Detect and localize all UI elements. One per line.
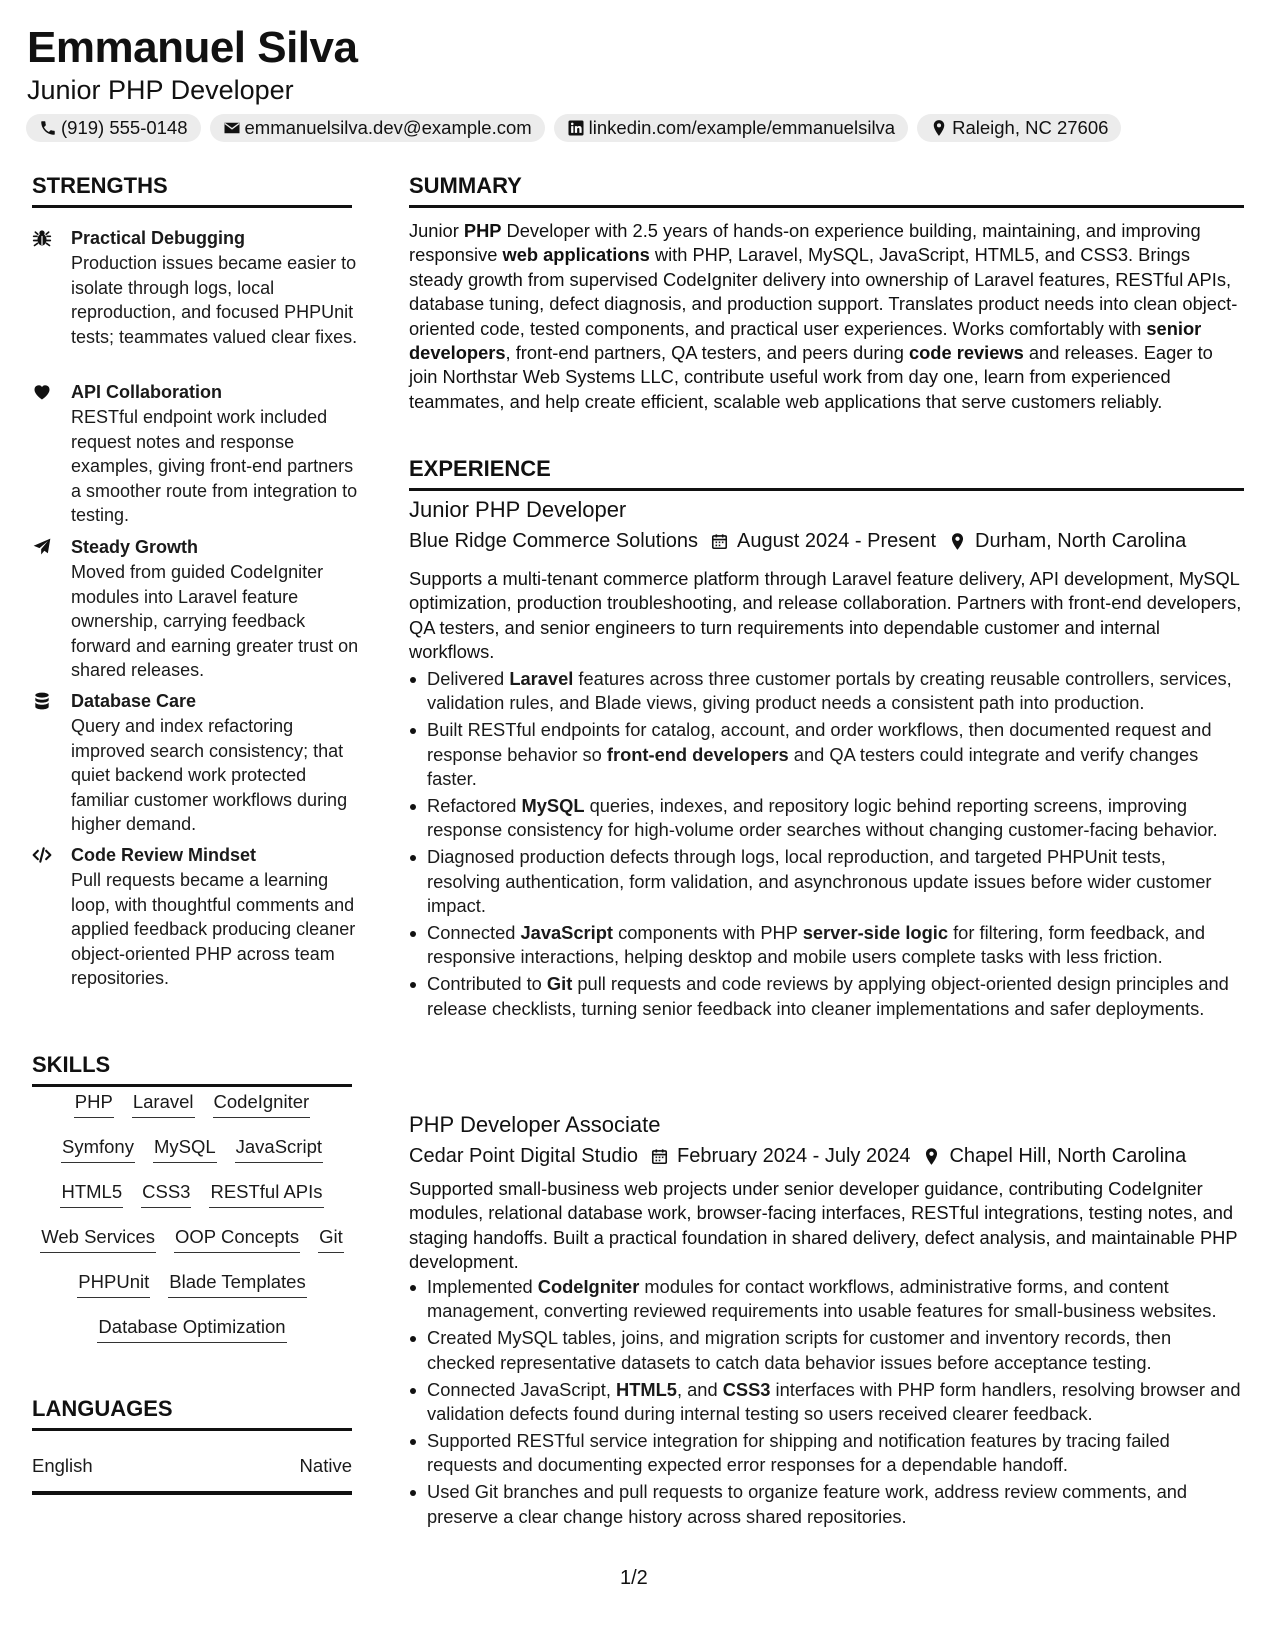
skill-row bbox=[32, 1225, 352, 1270]
contact-phone[interactable] bbox=[26, 114, 201, 142]
envelope-icon bbox=[223, 119, 241, 137]
job-meta bbox=[409, 1143, 1186, 1169]
contact-email[interactable] bbox=[210, 114, 545, 142]
bullet-item: Delivered Laravel features across three customer portals by creating reusable controllers, services, validation rules, and Blade views, giving product needs a consistent path into production. bbox=[409, 667, 1244, 716]
strengths-rule bbox=[32, 205, 352, 208]
code-icon bbox=[32, 845, 52, 865]
strength-title: Database Care bbox=[71, 691, 197, 711]
skill-tag: OOP Concepts bbox=[174, 1225, 300, 1253]
skill-row bbox=[32, 1270, 352, 1315]
skills-rule bbox=[32, 1084, 352, 1087]
strength-title: API Collaboration bbox=[71, 382, 223, 402]
experience-rule bbox=[409, 488, 1244, 491]
candidate-title: Junior PHP Developer bbox=[27, 75, 294, 105]
job-location: Durham, North Carolina bbox=[975, 530, 1187, 552]
bullet-item: Built RESTful endpoints for catalog, account, and order workflows, then documented request and response behavior so front-end developers and QA testers could integrate and verify changes faster. bbox=[409, 718, 1244, 791]
strength-text: Moved from guided CodeIgniter modules into Laravel feature ownership, carrying feedback forward and earning greater trust on shared releases. bbox=[71, 562, 359, 680]
strengths-heading: STRENGTHS bbox=[32, 173, 168, 198]
language-name: English bbox=[32, 1455, 93, 1476]
strength-text: Pull requests became a learning loop, with thoughtful comments and applied feedback producing cleaner object-oriented PHP across team repositories. bbox=[71, 870, 356, 988]
skill-tag: Blade Templates bbox=[168, 1270, 306, 1298]
linkedin-icon bbox=[567, 119, 585, 137]
map-pin-icon bbox=[930, 119, 948, 137]
language-level: Native bbox=[299, 1455, 352, 1476]
bullet-item: Refactored MySQL queries, indexes, and repository logic behind reporting screens, improving response consistency for high-volume order searches without changing customer-facing behavior. bbox=[409, 794, 1244, 843]
skill-tag: JavaScript bbox=[235, 1135, 323, 1163]
phone-icon bbox=[39, 119, 57, 137]
skills-list bbox=[32, 1090, 352, 1360]
bullet-item: Implemented CodeIgniter modules for contact workflows, administrative forms, and content management, converting reviewed requirements into usable features for small-business websites. bbox=[409, 1275, 1244, 1324]
skill-tag: CodeIgniter bbox=[213, 1090, 311, 1118]
strength-title: Steady Growth bbox=[71, 537, 199, 557]
skill-tag: Git bbox=[318, 1225, 344, 1253]
experience-heading: EXPERIENCE bbox=[409, 456, 551, 481]
job-description: Supported small-business web projects under senior developer guidance, contributing CodeIgniter modules, relational database work, browser-facing interfaces, RESTful integrations, testing notes, and staging handoffs. Built a practical foundation in shared delivery, defect analysis, and maintainable PHP development. bbox=[409, 1178, 1238, 1273]
paper-plane-icon bbox=[32, 537, 52, 557]
bullet-item: Contributed to Git pull requests and code reviews by applying object-oriented design principles and release checklists, turning senior feedback into cleaner implementations and safer deployments. bbox=[409, 972, 1244, 1021]
skill-row bbox=[32, 1315, 352, 1360]
bullet-item: Connected JavaScript, HTML5, and CSS3 interfaces with PHP form handlers, resolving browser and validation defects found during internal testing so users received clearer feedback. bbox=[409, 1378, 1244, 1427]
contact-location bbox=[917, 114, 1121, 142]
bullet-item: Diagnosed production defects through logs, local reproduction, and targeted PHPUnit tests, resolving authentication, form validation, and asynchronous update issues before wider customer impact. bbox=[409, 845, 1244, 918]
map-pin-icon bbox=[922, 1147, 941, 1166]
strength-text: Query and index refactoring improved search consistency; that quiet backend work protected familiar customer workflows during higher demand. bbox=[71, 716, 348, 834]
calendar-icon bbox=[650, 1147, 669, 1166]
contact-email-text: emmanuelsilva.dev@example.com bbox=[244, 117, 532, 138]
job-bullets bbox=[409, 667, 1244, 1024]
summary-text: Junior PHP Developer with 2.5 years of hands-on experience building, maintaining, and improving responsive web applications with PHP, Laravel, MySQL, JavaScript, HTML5, and CSS3. Brings steady growth from supervised CodeIgniter delivery into ownership of Laravel features, RESTful APIs, database tuning, defect diagnosis, and production support. Translates product needs into clean object-oriented code, tested components, and practical user experiences. Works comfortably with senior developers, front-end partners, QA testers, and peers during code reviews and releases. Eager to join Northstar Web Systems LLC, contribute useful work from day one, learn from experienced teammates, and help create efficient, scalable web applications that serve customers reliably. bbox=[409, 220, 1238, 412]
calendar-icon bbox=[710, 532, 729, 551]
bug-icon bbox=[32, 228, 52, 248]
skill-tag: CSS3 bbox=[141, 1180, 191, 1208]
contact-linkedin-text: linkedin.com/example/emmanuelsilva bbox=[588, 117, 896, 138]
job-location: Chapel Hill, North Carolina bbox=[949, 1145, 1187, 1167]
strength-title: Code Review Mindset bbox=[71, 845, 257, 865]
job-description: Supports a multi-tenant commerce platform through Laravel feature delivery, API development, MySQL optimization, production troubleshooting, and release collaboration. Partners with front-end developers, QA testers, and senior engineers to turn requirements into dependable customer and internal workflows. bbox=[409, 568, 1242, 663]
skills-heading: SKILLS bbox=[32, 1052, 111, 1077]
job-company: Blue Ridge Commerce Solutions bbox=[409, 530, 699, 552]
contact-location-text: Raleigh, NC 27606 bbox=[952, 117, 1109, 138]
map-pin-icon bbox=[948, 532, 967, 551]
skill-row bbox=[32, 1090, 352, 1135]
strength-text: RESTful endpoint work included request notes and response examples, giving front-end partners a smoother route from integration to testing. bbox=[71, 407, 358, 525]
skill-tag: Symfony bbox=[61, 1135, 135, 1163]
bullet-item: Supported RESTful service integration for shipping and notification features by tracing failed requests and documenting expected error responses for a dependable handoff. bbox=[409, 1429, 1244, 1478]
job-title: Junior PHP Developer bbox=[409, 497, 627, 522]
language-level-bar bbox=[32, 1491, 352, 1495]
contact-bar bbox=[26, 114, 1121, 142]
skill-tag: PHP bbox=[74, 1090, 114, 1118]
job-dates: August 2024 - Present bbox=[737, 530, 937, 552]
bullet-item: Used Git branches and pull requests to organize feature work, address review comments, and preserve a clear change history across shared repositories. bbox=[409, 1480, 1244, 1529]
language-row bbox=[32, 1455, 352, 1477]
skill-tag: Laravel bbox=[132, 1090, 195, 1118]
job-dates: February 2024 - July 2024 bbox=[677, 1145, 911, 1167]
bullet-item: Created MySQL tables, joins, and migration scripts for customer and inventory records, then checked representative datasets to catch data behavior issues before acceptance testing. bbox=[409, 1326, 1244, 1375]
skill-tag: Web Services bbox=[40, 1225, 156, 1253]
heart-icon bbox=[32, 382, 52, 402]
skill-row bbox=[32, 1135, 352, 1180]
skill-tag: MySQL bbox=[153, 1135, 217, 1163]
contact-phone-text: (919) 555-0148 bbox=[61, 117, 188, 138]
languages-rule bbox=[32, 1428, 352, 1431]
strength-text: Production issues became easier to isolate through logs, local reproduction, and focused PHPUnit tests; teammates valued clear fixes. bbox=[71, 253, 358, 347]
summary-heading: SUMMARY bbox=[409, 173, 522, 198]
bullet-item: Connected JavaScript components with PHP server-side logic for filtering, form feedback, and responsive interactions, helping desktop and mobile users complete tasks with less friction. bbox=[409, 921, 1244, 970]
skill-tag: Database Optimization bbox=[97, 1315, 286, 1343]
skill-tag: PHPUnit bbox=[77, 1270, 150, 1298]
skill-tag: HTML5 bbox=[60, 1180, 123, 1208]
languages-heading: LANGUAGES bbox=[32, 1396, 173, 1421]
job-bullets bbox=[409, 1275, 1244, 1532]
strength-title: Practical Debugging bbox=[71, 228, 246, 248]
job-meta bbox=[409, 528, 1186, 554]
page-number: 1/2 bbox=[620, 1567, 648, 1589]
skill-row bbox=[32, 1180, 352, 1225]
job-title: PHP Developer Associate bbox=[409, 1112, 661, 1137]
contact-linkedin[interactable] bbox=[554, 114, 908, 142]
database-icon bbox=[32, 691, 52, 711]
summary-rule bbox=[409, 205, 1244, 208]
job-company: Cedar Point Digital Studio bbox=[409, 1145, 639, 1167]
skill-tag: RESTful APIs bbox=[209, 1180, 323, 1208]
candidate-name: Emmanuel Silva bbox=[27, 23, 358, 72]
